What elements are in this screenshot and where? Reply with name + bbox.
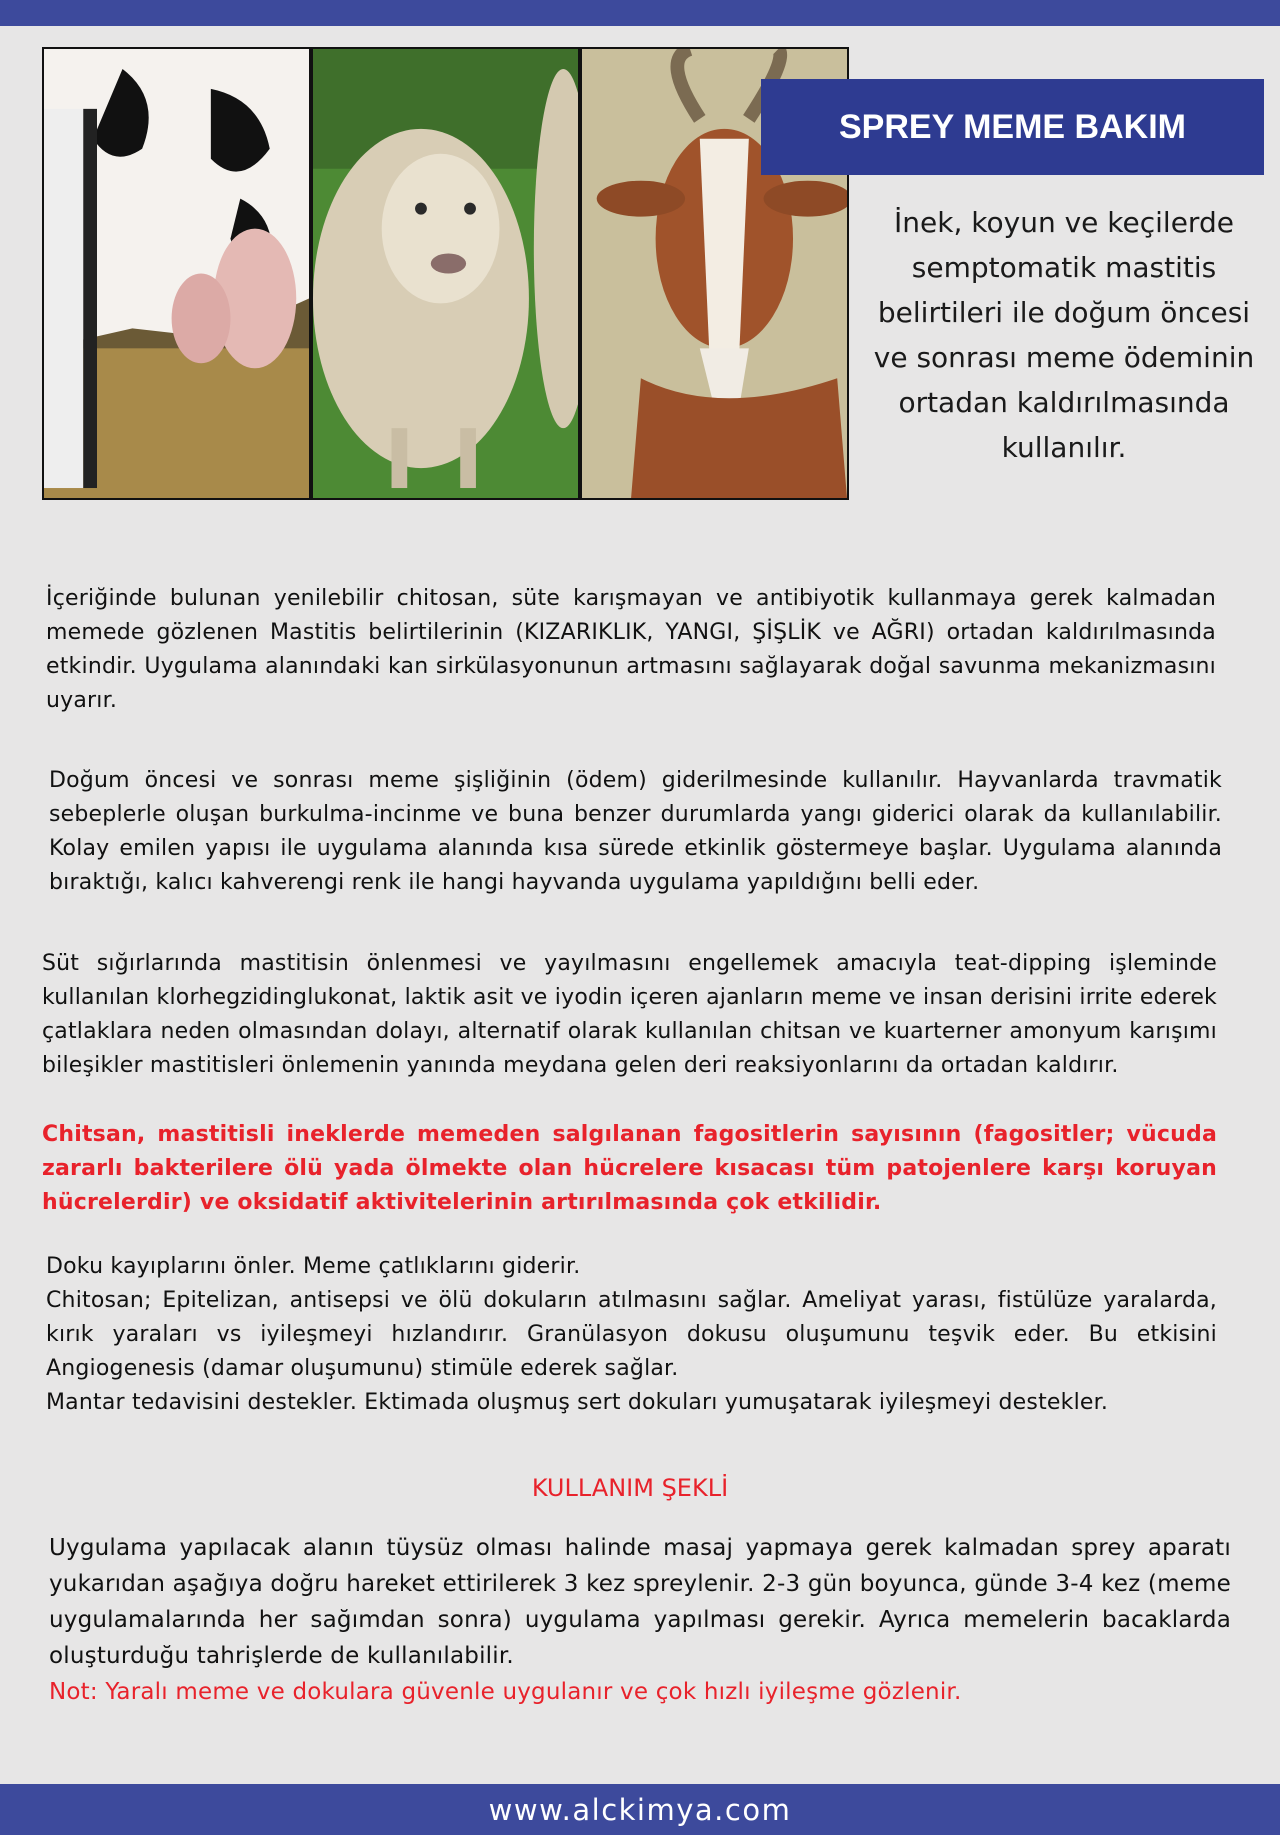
animal-photo-strip xyxy=(42,47,849,500)
title-banner xyxy=(761,79,1264,175)
footer-bar xyxy=(0,1784,1280,1835)
wound-healing-line-3: Mantar tedavisini destekler. Ektimada oluşmuş sert dokuları yumuşatarak iyileşmeyi destekler. xyxy=(46,1390,1109,1415)
cow-udder-photo xyxy=(44,49,309,498)
website-link[interactable]: www.alckimya.com xyxy=(488,1792,792,1827)
paragraph-teat-dipping: Süt sığırlarında mastitisin önlenmesi ve yayılmasını engellemek amacıyla teat-dipping işleminde kullanılan klorhegzidinglukonat, laktik asit ve iyodin içeren ajanların meme ve insan derisini irrite ederek çatlaklara neden olmasından dolayı, alternatif olarak kullanılan chitsan ve kuarterner amonyum karışımı bileşikler mastitisleri önlemenin yanında meydana gelen deri reaksiyonlarını da ortadan kaldırır. xyxy=(42,951,1217,1078)
usage-note: Not: Yaralı meme ve dokulara güvenle uygulanır ve çok hızlı iyileşme gözlenir. xyxy=(49,1679,962,1705)
paragraph-wound-healing xyxy=(46,1250,1217,1420)
top-bar xyxy=(0,0,1280,26)
usage-section xyxy=(49,1530,1231,1710)
sheep-photo xyxy=(313,49,578,498)
usage-heading: KULLANIM ŞEKLİ xyxy=(531,1474,729,1502)
page-title: SPREY MEME BAKIM xyxy=(839,107,1186,146)
paragraph-phagocytes: Chitsan, mastitisli ineklerde memeden salgılanan fagositlerin sayısının (fagositler; vücuda zararlı bakterilere ölü yada ölmekte olan hücrelere kısacası tüm patojenlere karşı koruyan hücrelerdir) ve oksidatif aktivitelerinin artırılmasında çok etkilidir. xyxy=(42,1122,1217,1215)
usage-text: Uygulama yapılacak alanın tüysüz olması halinde masaj yapmaya gerek kalmadan sprey aparatı yukarıdan aşağıya doğru hareket ettirilerek 3 kez spreylenir. 2-3 gün boyunca, günde 3-4 kez (meme uygulamalarında her sağımdan sonra) uygulama yapılması gerekir. Ayrıca memelerin bacaklarda oluşturduğu tahrişlerde de kullanılabilir. xyxy=(49,1535,1231,1669)
wound-healing-line-1: Doku kayıplarını önler. Meme çatlıklarını giderir. xyxy=(46,1254,581,1279)
paragraph-edema: Doğum öncesi ve sonrası meme şişliğinin (ödem) giderilmesinde kullanılır. Hayvanlarda travmatik sebeplerle oluşan burkulma-incinme ve buna benzer durumlarda yangı giderici olarak da kullanılabilir. Kolay emilen yapısı ile uygulama alanında kısa sürede etkinlik göstermeye başlar. Uygulama alanında bıraktığı, kalıcı kahverengi renk ile hangi hayvanda uygulama yapıldığını belli eder. xyxy=(49,768,1222,895)
intro-text: İnek, koyun ve keçilerde semptomatik mastitis belirtileri ile doğum öncesi ve sonrası meme ödeminin ortadan kaldırılmasında kullanılır. xyxy=(873,206,1255,464)
paragraph-chitosan: İçeriğinde bulunan yenilebilir chitosan, süte karışmayan ve antibiyotik kullanmaya gerek kalmadan memede gözlenen Mastitis belirtilerinin (KIZARIKLIK, YANGI, ŞİŞLİK ve AĞRI) ortadan kaldırılmasında etkindir. Uygulama alanındaki kan sirkülasyonunun artmasını sağlayarak doğal savunma mekanizmasını uyarır. xyxy=(46,586,1216,713)
wound-healing-line-2: Chitosan; Epitelizan, antisepsi ve ölü dokuların atılmasını sağlar. Ameliyat yarası, fistülüze yaralarda, kırık yaraları vs iyileşmeyi hızlandırır. Granülasyon dokusu oluşumunu teşvik eder. Bu etkisini Angiogenesis (damar oluşumunu) stimüle ederek sağlar. xyxy=(46,1288,1217,1381)
